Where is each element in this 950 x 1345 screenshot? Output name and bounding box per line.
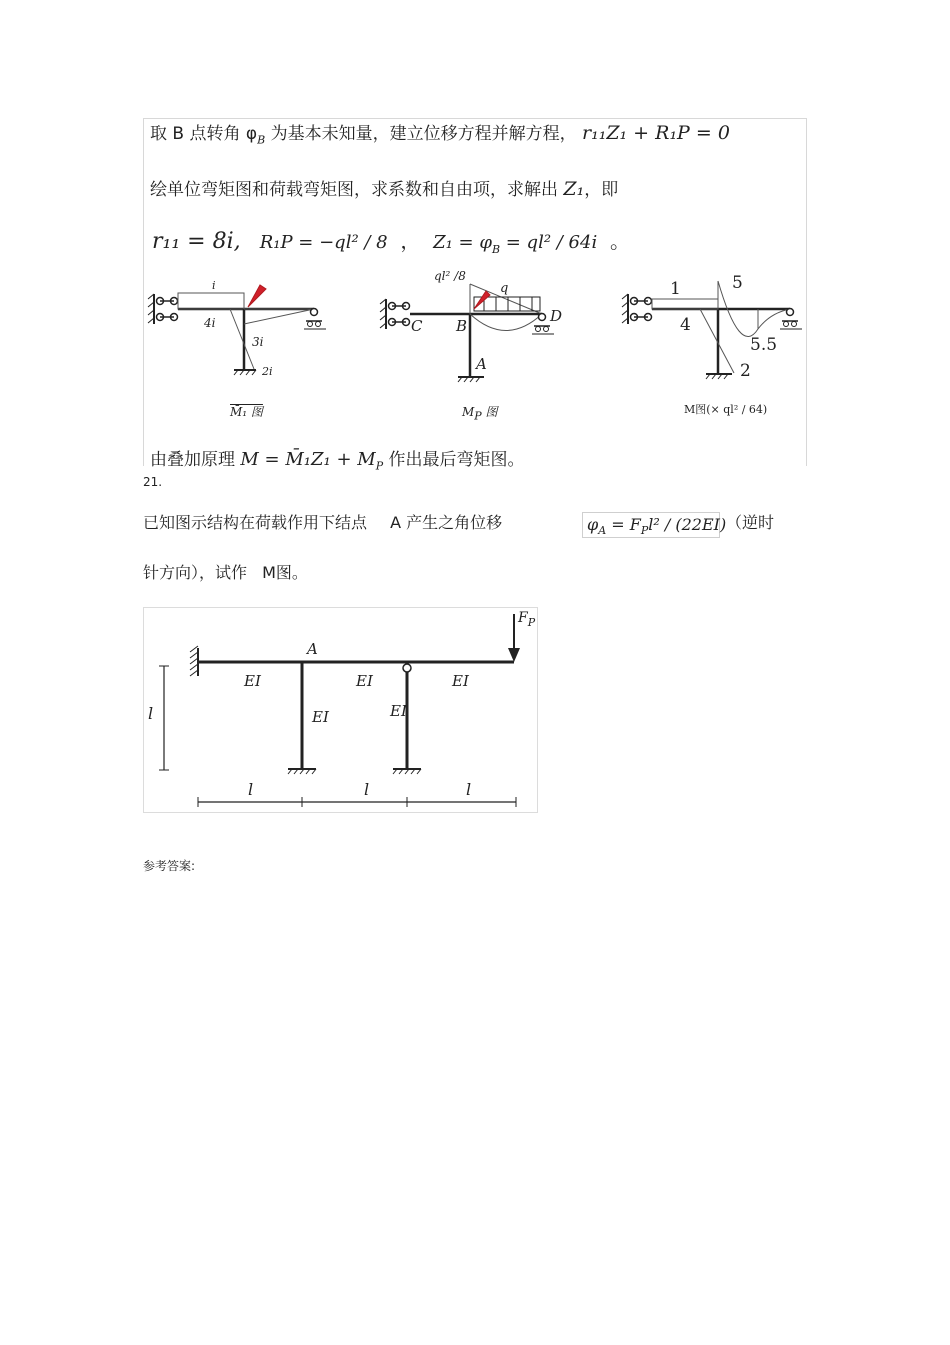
ei-beam-mid: EI <box>356 672 373 690</box>
d2-label-c: C <box>411 317 423 335</box>
solution-image <box>143 118 807 473</box>
d3-value-5-5: 5.5 <box>750 335 778 355</box>
solution-line-3 <box>152 225 630 256</box>
dim-l-vertical: l <box>148 704 154 723</box>
d3-value-2: 2 <box>740 361 751 381</box>
solution-line-2 <box>150 175 618 200</box>
dim-l-3: l <box>466 780 472 799</box>
r11-value: r₁₁ = 8i, <box>152 229 241 254</box>
question-text-end1: （逆时 <box>726 513 775 532</box>
text: 作出最后弯矩图。 <box>388 450 525 470</box>
text: 已知图示结构在荷载作用下结点 <box>143 513 368 532</box>
node-a-label: A <box>307 640 318 658</box>
d1-label-4i: 4i <box>204 316 216 330</box>
diagram-m-final <box>622 281 802 379</box>
text: 取 B 点转角 φ <box>150 124 258 144</box>
text: 绘单位弯矩图和荷载弯矩图，求系数和自由项，求解出 <box>150 180 558 200</box>
question-text-line2 <box>143 560 308 583</box>
d3-value-5: 5 <box>732 273 743 293</box>
period: 。 <box>609 229 630 253</box>
d1-label-i: i <box>212 279 216 292</box>
question-text-line1 <box>143 510 502 533</box>
problem-figure <box>143 607 538 813</box>
frame-structure <box>144 608 537 812</box>
dim-l-1: l <box>248 780 254 799</box>
d2-label-a: A <box>476 355 487 373</box>
solution-line-1 <box>150 119 730 146</box>
question-number: 21. <box>143 475 163 489</box>
r1p-value: R₁P = −ql² / 8 <box>259 232 388 253</box>
diagram-m1 <box>148 285 326 375</box>
text: 由叠加原理 <box>150 450 235 470</box>
subscript: P <box>375 459 384 473</box>
ei-column-1: EI <box>312 708 329 726</box>
subscript: B <box>491 243 501 256</box>
variable-z1: Z₁ <box>563 178 585 200</box>
dim-l-2: l <box>364 780 370 799</box>
d2-label-q: q <box>500 281 509 296</box>
superposition-eq: M = M̄₁Z₁ + M <box>240 449 376 470</box>
ei-beam-left: EI <box>244 672 261 690</box>
text: 针方向），试作 <box>143 563 248 582</box>
d2-label-ql2: ql² /8 <box>434 269 466 283</box>
reference-answer-label: 参考答案: <box>143 859 196 873</box>
text: M图。 <box>262 563 308 582</box>
text: A 产生之角位移 <box>390 513 503 532</box>
d3-caption: M图(× ql² / 64) <box>684 403 768 416</box>
text: 为基本未知量，建立位移方程并解方程， <box>265 124 577 144</box>
d1-label-2i: 2i <box>262 365 273 378</box>
d3-value-1: 1 <box>670 279 681 299</box>
d3-value-4: 4 <box>680 315 691 335</box>
d1-label-3i: 3i <box>252 335 264 349</box>
d2-label-d: D <box>550 307 563 325</box>
load-fp-label: $F_P$ <box>518 610 536 629</box>
separator: ， <box>400 229 421 253</box>
subscript: B <box>257 133 266 147</box>
angular-displacement-formula: $\varphi_A = F_Pl^2 / (22EI)$ <box>582 512 720 538</box>
d1-caption: M̄₁ 图 <box>230 405 263 419</box>
d2-caption: $M_P$ 图 <box>462 405 498 423</box>
z1-value: = ql² / 64i <box>500 232 598 253</box>
equation-r11: r₁₁Z₁ + R₁P = 0 <box>582 122 730 144</box>
d2-label-b: B <box>456 317 468 335</box>
text: ，即 <box>584 180 619 200</box>
solution-last-line <box>150 445 525 472</box>
z1-label: Z₁ = φ <box>433 232 492 253</box>
ei-column-2: EI <box>390 702 407 720</box>
ei-beam-right: EI <box>452 672 469 690</box>
